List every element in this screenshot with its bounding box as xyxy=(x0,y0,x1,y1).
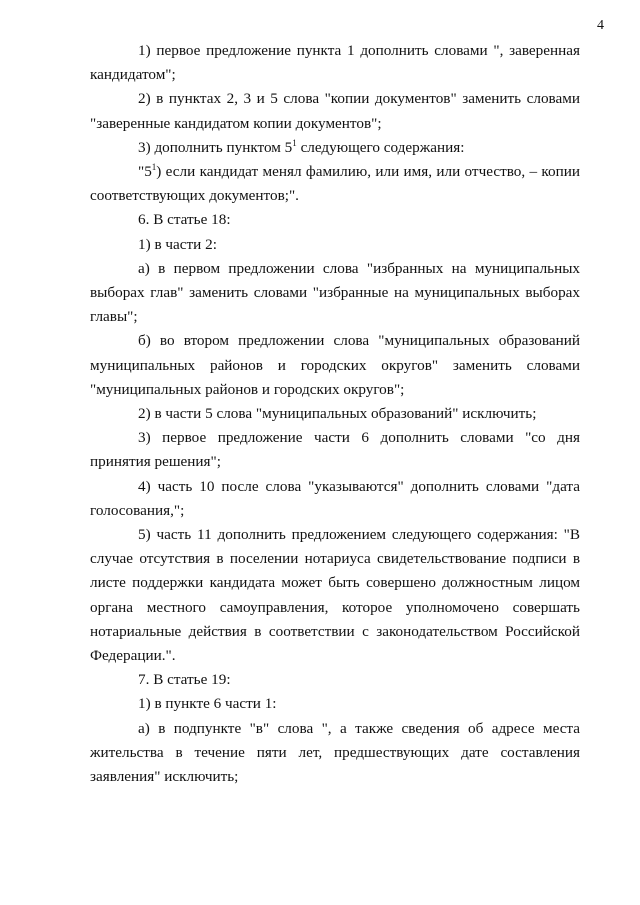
page-number: 4 xyxy=(597,18,604,33)
paragraph-part-11: 5) часть 11 дополнить предложением следующего содержания: "В случае отсутствия в поселении нотариуса свидетельствование подписи в листе поддержки кандидата может быть совершено должностным лицом органа местного самоуправления, которое уполномочено совершать нотариальные действия в соответствии с законодательством Российской Федерации.". xyxy=(90,526,580,665)
paragraph-item-5-1-text xyxy=(90,160,580,208)
paragraph-item-6-part-1: 1) в пункте 6 части 1: xyxy=(138,695,277,713)
superscript: 1 xyxy=(151,161,157,172)
paragraph-part-2: 1) в части 2: xyxy=(138,235,217,253)
paragraph-subitem-b: б) во втором предложении слова "муниципальных образований муниципальных районов и городских округов" заменить словами "муниципальных районов и городских округов"; xyxy=(90,332,580,398)
paragraph-subitem-v: а) в подпункте "в" слова ", а также сведения об адресе места жительства в течение пяти лет, предшествующих дате составления заявления" исключить; xyxy=(90,719,580,786)
document-body xyxy=(90,39,580,789)
paragraph-amend-items-2-3-5: 2) в пунктах 2, 3 и 5 слова "копии документов" заменить словами "заверенные кандидатом копии документов"; xyxy=(90,90,580,132)
paragraph-add-item-5-1 xyxy=(90,136,580,160)
paragraph-text-part: следующего содержания: xyxy=(296,138,465,156)
paragraph-text-part: "5 xyxy=(138,163,152,181)
paragraph-part-6: 3) первое предложение части 6 дополнить словами "со дня принятия решения"; xyxy=(90,429,580,471)
paragraph-part-5: 2) в части 5 слова "муниципальных образований" исключить; xyxy=(138,405,537,423)
superscript: 1 xyxy=(292,137,297,148)
paragraph-amend-item-1: 1) первое предложение пункта 1 дополнить словами ", заверенная кандидатом"; xyxy=(90,42,580,84)
paragraph-text-part: 3) дополнить пунктом 5 xyxy=(138,138,293,156)
paragraph-article-18-heading: 6. В статье 18: xyxy=(138,211,231,229)
paragraph-article-19-heading: 7. В статье 19: xyxy=(138,671,231,689)
paragraph-subitem-a: а) в первом предложении слова "избранных на муниципальных выборах глав" заменить словами "избранные на муниципальных выборах главы"; xyxy=(90,259,580,326)
paragraph-part-10: 4) часть 10 после слова "указываются" дополнить словами "дата голосования,"; xyxy=(90,477,580,519)
paragraph-text-part: ) если кандидат менял фамилию, или имя, или отчество, – копии соответствующих документов;". xyxy=(90,163,580,205)
